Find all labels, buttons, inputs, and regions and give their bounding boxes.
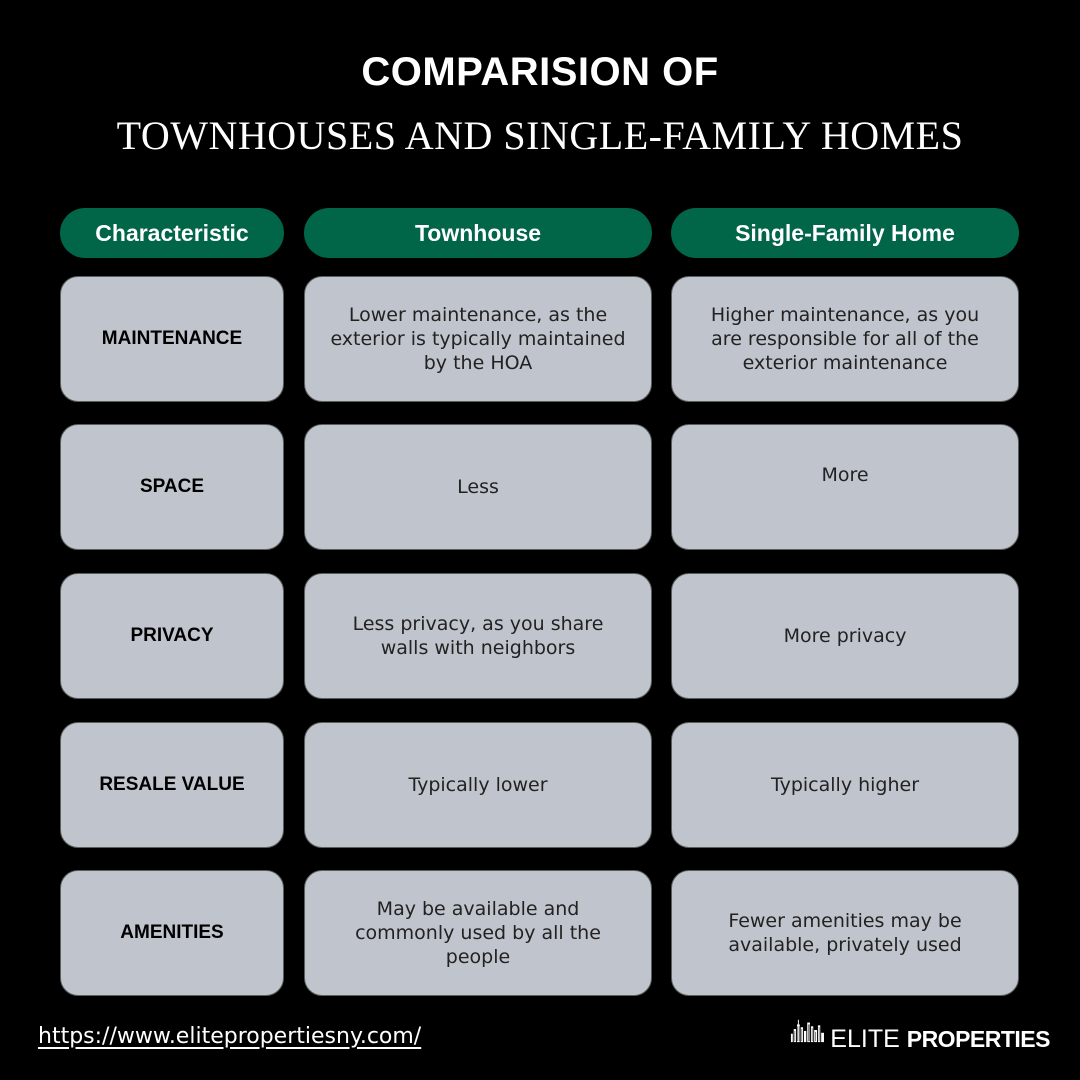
single-family-space-cell [671, 424, 1019, 550]
website-link[interactable]: https://www.elitepropertiesny.com/ [38, 1024, 422, 1049]
row-label-text: MAINTENANCE [101, 328, 243, 349]
cell-text: Higher maintenance, as you are responsible for all of the exterior maintenance [710, 304, 980, 374]
cell-text: More privacy [783, 625, 907, 647]
cell-text: Fewer amenities may be available, privately used [728, 910, 962, 956]
row-label-space [60, 424, 284, 550]
header-characteristic: Characteristic [60, 208, 284, 258]
row-label-amenities [60, 870, 284, 996]
header-single-family-home: Single-Family Home [671, 208, 1019, 258]
townhouse-maintenance-cell [304, 276, 652, 402]
cell-text: Less privacy, as you share walls with neighbors [352, 613, 604, 659]
row-label-text: PRIVACY [130, 625, 214, 646]
cell-text: Typically higher [770, 774, 920, 796]
single-family-resale-cell [671, 722, 1019, 848]
cell-text: More [821, 464, 869, 486]
header-townhouse: Townhouse [304, 208, 652, 258]
single-family-maintenance-cell [671, 276, 1019, 402]
single-family-privacy-cell [671, 573, 1019, 699]
townhouse-space-cell [304, 424, 652, 550]
page-subtitle: TOWNHOUSES AND SINGLE-FAMILY HOMES [116, 113, 964, 158]
page-title: COMPARISION OF [361, 50, 719, 94]
cell-text: Less [457, 476, 499, 498]
row-label-privacy [60, 573, 284, 699]
townhouse-resale-cell [304, 722, 652, 848]
brand-logo [790, 1000, 1050, 1056]
townhouse-privacy-cell [304, 573, 652, 699]
row-label-maintenance [60, 276, 284, 402]
brand-name-light: ELITE [830, 1025, 900, 1053]
row-label-text: RESALE VALUE [99, 774, 245, 795]
brand-name-bold: PROPERTIES [906, 1026, 1050, 1052]
townhouse-amenities-cell [304, 870, 652, 996]
row-label-resale-value [60, 722, 284, 848]
cell-text: Lower maintenance, as the exterior is typically maintained by the HOA [330, 304, 626, 374]
row-label-text: SPACE [139, 476, 205, 497]
cell-text: May be available and commonly used by all the people [355, 898, 601, 968]
single-family-amenities-cell [671, 870, 1019, 996]
cell-text: Typically lower [408, 774, 548, 796]
row-label-text: AMENITIES [120, 922, 224, 943]
brand-name [830, 1025, 1050, 1054]
city-skyline-icon [790, 1004, 826, 1056]
